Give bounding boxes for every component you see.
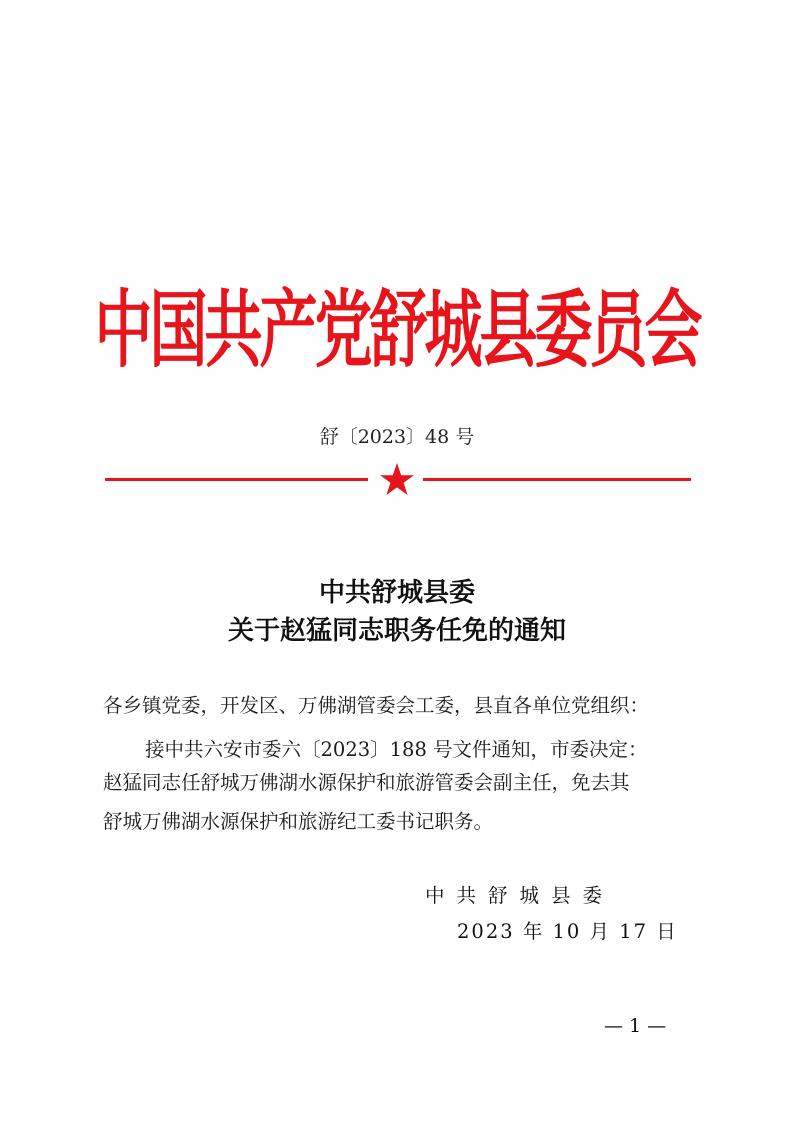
document-title-line-1: 中共舒城县委 — [318, 578, 475, 608]
signature-organization: 中共舒城县委 — [425, 884, 615, 907]
page-number: — 1 — — [604, 1015, 667, 1037]
star-icon — [379, 462, 415, 498]
divider-line-right — [423, 478, 691, 481]
document-number: 舒〔2023〕48 号 — [319, 426, 475, 448]
body-paragraph-line-2: 赵猛同志任舒城万佛湖水源保护和旅游管委会副主任，免去其 — [103, 771, 630, 794]
issuer-masthead: 中国共产党舒城县委员会 — [94, 280, 700, 380]
divider-line-left — [105, 478, 368, 481]
addressee: 各乡镇党委，开发区、万佛湖管委会工委，县直各单位党组织： — [103, 694, 650, 717]
signature-date: 2023 年 10 月 17 日 — [457, 920, 678, 943]
red-divider — [105, 462, 691, 498]
body-paragraph-line-1: 接中共六安市委六〔2023〕188 号文件通知，市委决定： — [145, 738, 648, 761]
body-paragraph-line-3: 舒城万佛湖水源保护和旅游纪工委书记职务。 — [103, 810, 494, 833]
document-title-line-2: 关于赵猛同志职务任免的通知 — [227, 616, 566, 646]
